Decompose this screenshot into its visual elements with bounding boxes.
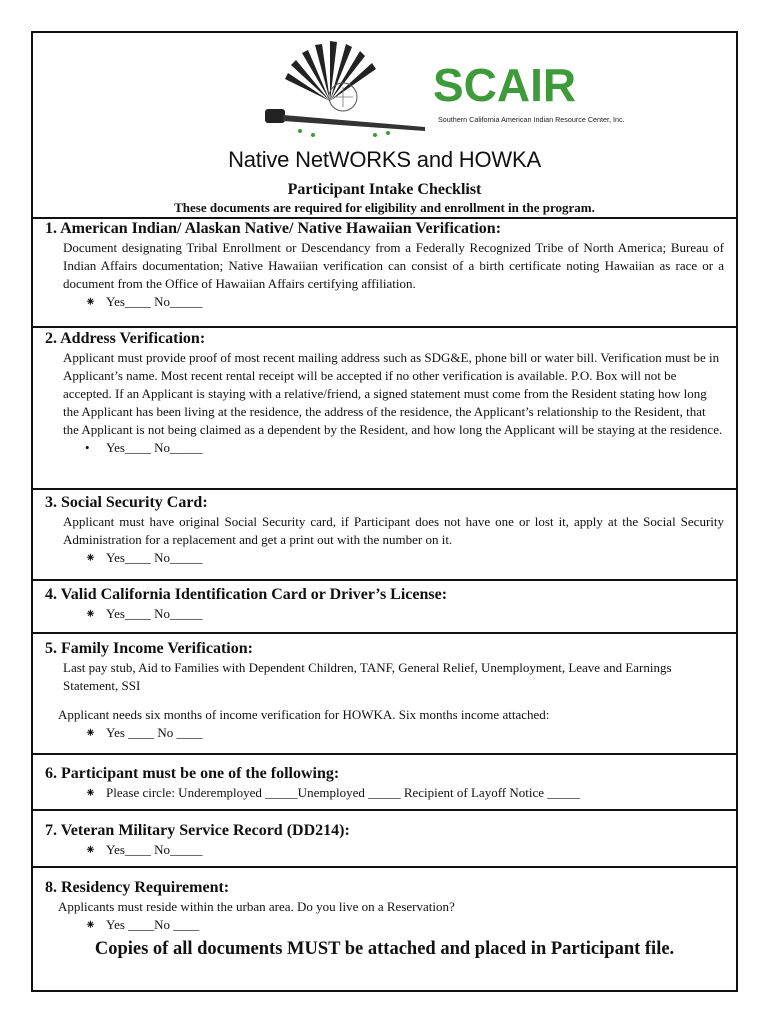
section-title: 2. Address Verification: — [45, 330, 206, 347]
section-body: Applicant must provide proof of most recent mailing address such as SDG&E, phone bill or water bill. Verification must be in Applicant’s name. Most recent rental receipt will be accepted if no other verification is available. P.O. Box will not be accepted. If an Applicant is staying with a relative/friend, a signed statement must come from the Resident stating how long the Applicant has been living at the residence, the address of the residence, the Applicant’s relationship to the Resident, that the Applicant is not being claimed as a dependent by the Resident, and how long the Applicant will be staying at the residence. — [63, 350, 723, 437]
document-frame — [31, 31, 738, 992]
scair-logo — [255, 39, 625, 144]
section-title: 6. Participant must be one of the following: — [45, 765, 340, 782]
section-residency — [33, 866, 736, 936]
subtitle: These documents are required for eligibility and enrollment in the program. — [174, 200, 595, 215]
yes-no-checkbox[interactable]: ⁕ Yes____ No_____ — [85, 842, 203, 857]
section-title: 4. Valid California Identification Card or Driver’s License: — [45, 586, 448, 603]
section-veteran-record — [33, 809, 736, 866]
bullet-icon: ⁕ — [85, 725, 96, 740]
yes-no-checkbox[interactable]: ⁕ Yes ____No ____ — [85, 917, 200, 932]
footer-note: Copies of all documents MUST be attached and placed in Participant file. — [94, 939, 675, 959]
section-title: 5. Family Income Verification: — [45, 640, 253, 657]
status-circle-options[interactable]: ⁕ Please circle: Underemployed _____Unemployed _____ Recipient of Layoff Notice _____ — [85, 785, 580, 800]
section-body: Applicant must have original Social Security card, if Participant does not have one or lost it, apply at the Social Security Administration for a replacement and get a print out with the number on it. — [63, 514, 724, 547]
bullet-icon: ⁕ — [85, 550, 96, 565]
header — [33, 33, 736, 243]
section-body: Last pay stub, Aid to Families with Dependent Children, TANF, General Relief, Unemployment, Leave and Earnings Statement, SSI — [63, 660, 672, 693]
bullet-icon: ⁕ — [85, 785, 96, 800]
section-title: 7. Veteran Military Service Record (DD214): — [45, 822, 350, 839]
program-title: Native NetWORKS and HOWKA — [228, 147, 541, 172]
yes-no-checkbox[interactable]: ⁕ Yes____ No_____ — [85, 550, 203, 565]
bullet-icon: • — [85, 440, 90, 455]
checklist-title: Participant Intake Checklist — [287, 181, 482, 198]
yes-no-checkbox[interactable]: ⁕ Yes____ No_____ — [85, 294, 203, 309]
yes-no-checkbox[interactable]: ⁕ Yes ____ No ____ — [85, 725, 203, 740]
section-title: 1. American Indian/ Alaskan Native/ Native Hawaiian Verification: — [45, 220, 502, 237]
section-address-verification — [33, 326, 736, 488]
bullet-icon: ⁕ — [85, 842, 96, 857]
yes-no-checkbox[interactable]: • Yes____ No_____ — [85, 440, 203, 455]
org-name-text: SCAIR — [433, 59, 577, 111]
section-tribal-verification — [33, 217, 736, 326]
bullet-icon: ⁕ — [85, 917, 96, 932]
section-body: Document designating Tribal Enrollment or Descendancy from a Federally Recognized Tribe of North America; Bureau of Indian Affairs documentation; Native Hawaiian verification can consist of a birth certificate noting Hawaiian as race or a document from the Office of Hawaiian Affairs certifying affiliation. — [63, 240, 724, 291]
section-body-secondary: Applicants must reside within the urban area. Do you live on a Reservation? — [58, 899, 455, 914]
section-participant-status — [33, 753, 736, 809]
section-body-secondary: Applicant needs six months of income verification for HOWKA. Six months income attached: — [58, 707, 550, 722]
section-california-id — [33, 579, 736, 632]
bullet-icon: ⁕ — [85, 294, 96, 309]
section-title: 8. Residency Requirement: — [45, 879, 230, 896]
section-social-security — [33, 488, 736, 579]
org-full-name-text: Southern California American Indian Resource Center, Inc. — [438, 115, 625, 124]
section-title: 3. Social Security Card: — [45, 494, 208, 511]
bullet-icon: ⁕ — [85, 606, 96, 621]
section-family-income — [33, 632, 736, 753]
yes-no-checkbox[interactable]: ⁕ Yes____ No_____ — [85, 606, 203, 621]
